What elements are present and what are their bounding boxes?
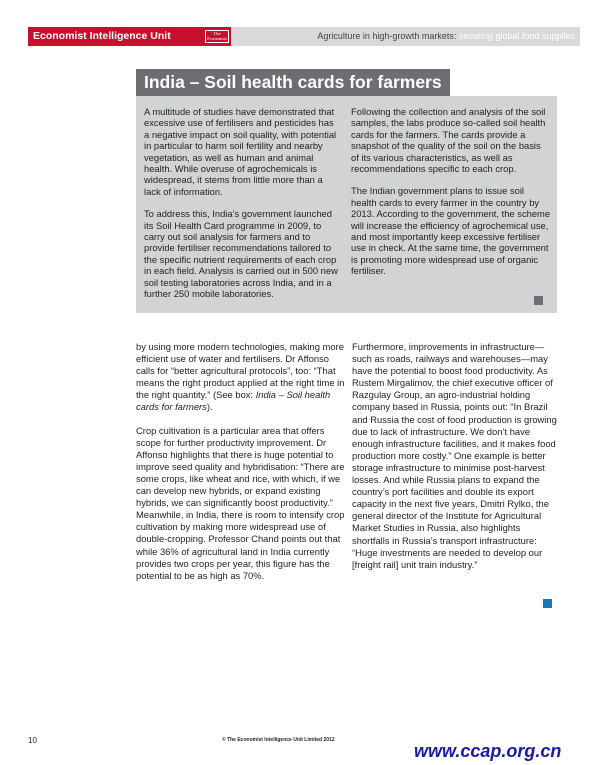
box-end-mark-icon bbox=[534, 296, 543, 305]
box-left-column bbox=[144, 106, 341, 311]
box-title: India – Soil health cards for farmers bbox=[136, 69, 450, 96]
economist-logo bbox=[205, 30, 229, 43]
logo-line-2: Economist bbox=[207, 36, 227, 41]
brand-bar bbox=[28, 27, 231, 46]
body-paragraph bbox=[136, 341, 348, 414]
report-title-sub: securing global food supplies bbox=[458, 31, 575, 41]
body-text: by using more modern technologies, making more efficient use of water and fertilisers. Dr Affonso calls for “better agricultural protocols”, too: “That means the right product applied at the right time in the right quantity.” (See box: bbox=[136, 341, 345, 401]
box-paragraph: To address this, India’s government launched its Soil Health Card programme in 2009, to carry out soil analysis for farmers and to provide fertiliser recommendations tailored to the specific nutrient requirements of each crop in each field. Analysis is carried out in 500 new soil testing laboratories across India, and in a further 250 mobile laboratories. bbox=[144, 208, 338, 300]
box-paragraph: A multitude of studies have demonstrated that excessive use of fertilisers and pesticides has a negative impact on soil quality, with potential in particular to harm soil fertility and nearby vegetation, as well as human and animal health. While overuse of agrochemicals is widespread, it stems from little more than a lack of information. bbox=[144, 106, 337, 197]
body-text: ). bbox=[206, 401, 213, 413]
box-paragraph: The Indian government plans to issue soil health cards to every farmer in the country by 2013. According to the government, the scheme will increase the efficiency of agrochemical use, and most importantly keep excessive fertiliser use in check. At the same time, the government is promoting more widespread use of organic fertiliser. bbox=[351, 185, 551, 277]
body-paragraph: Crop cultivation is a particular area that offers scope for further productivity improvement. Dr Affonso highlights that there is huge potential to improve seed quality and hybridisation: “There are some crops, like wheat and rice, with which, if we can develop new hybrids, or expand existing hybrids, we can significantly boost productivity.” Meanwhile, in India, there is room to intensify crop cultivation by making more widespread use of double-cropping. Professor Chand points out that while 36% of agricultural land in India currently provides two crops per year, this figure has the potential to be as high as 70%. bbox=[136, 424, 345, 581]
body-right-column bbox=[352, 341, 560, 582]
website-watermark: www.ccap.org.cn bbox=[414, 741, 562, 761]
body-left-column bbox=[136, 341, 348, 593]
box-paragraph: Following the collection and analysis of the soil samples, the labs produce so-called soil health cards for the farmers. The cards provide a snapshot of the quality of the soil on the basis of its various characteristics, as well as recommendations specific to each crop. bbox=[351, 106, 546, 175]
box-reference-link: India – Soil health cards for farmers bbox=[136, 389, 331, 413]
report-title bbox=[317, 31, 575, 41]
box-right-column bbox=[351, 106, 551, 288]
report-header-band bbox=[28, 27, 580, 46]
page-number: 10 bbox=[28, 736, 37, 745]
report-title-main: Agriculture in high-growth markets: bbox=[317, 31, 457, 41]
article-end-mark-icon bbox=[543, 599, 552, 608]
brand-name: Economist Intelligence Unit bbox=[33, 30, 171, 42]
copyright-notice: © The Economist Intelligence Unit Limited 2012 bbox=[222, 737, 335, 743]
sidebar-box bbox=[136, 96, 557, 313]
body-paragraph: Furthermore, improvements in infrastructure— such as roads, railways and warehouses—may have the potential to boost food productivity. As Rustem Mirgalimov, the chief executive officer of Razgulay Group, an agro-industrial holding company based in Russia, points out: “In Brazil and Russia the cost of food production is growing due to lack of infrastructure. We don’t have enough infrastructure facilities, and it makes food production more costly.” One example is better storage infrastructure to minimise post-harvest losses. And while Russia plans to expand the country’s port facilities and double its export capacity in the next five years, Dmitri Rylko, the general director of the Institute for Agricultural Market Studies in Russia, also highlights shortfalls in Russia’s transport infrastructure: “Huge investments are needed to develop our [freight rail] unit train industry.” bbox=[352, 341, 557, 570]
logo-line-1: The bbox=[213, 31, 221, 36]
